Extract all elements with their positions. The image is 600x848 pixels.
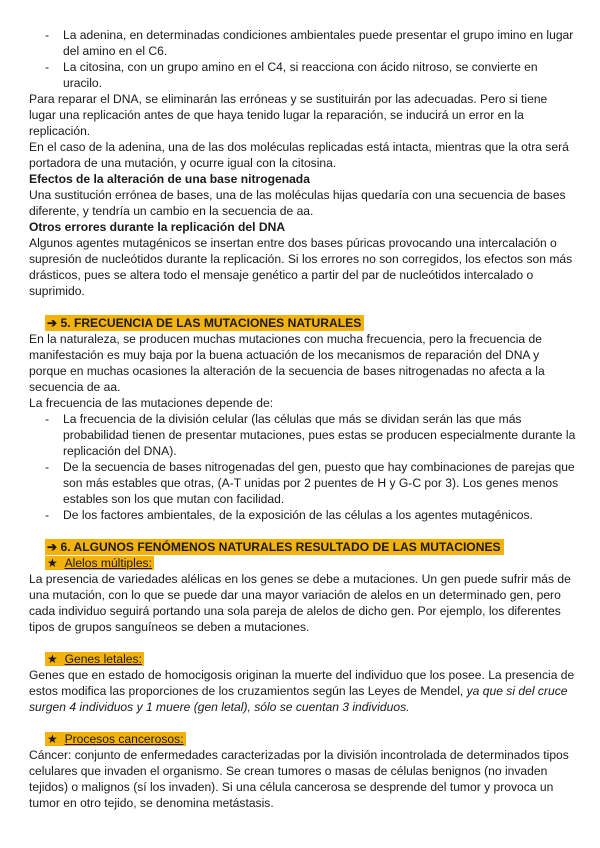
letales-title: Genes letales: — [64, 652, 142, 666]
bullet-list-frecuencia — [29, 411, 577, 523]
star-icon: ★ — [47, 652, 58, 666]
paragraph-reparar: Para reparar el DNA, se eliminarán las erróneas y se sustituirán por las adecuadas. Pero si tiene lugar una replicación antes de que haya tenido lugar la reparación, se inducirá un error en la replicación. — [29, 92, 548, 138]
cancer-title: Procesos cancerosos: — [64, 732, 184, 746]
subheading-genes-letales — [29, 651, 577, 667]
bullet-list-bases — [29, 27, 577, 91]
list-item: - De la secuencia de bases nitrogenadas del gen, puesto que hay combinaciones de parejas que son más estables que otras, (A-T unidas por 2 puentes de H y G-C por 3). Los genes menos estables son los que mutan con facilidad. — [29, 459, 577, 507]
list-item: - De los factores ambientales, de la exposición de las células a los agentes mutagénicos. — [29, 507, 577, 523]
subheading-alelos — [29, 555, 577, 571]
paragraph-frecuencia: En la naturaleza, se producen muchas mutaciones con mucha frecuencia, pero la frecuencia de manifestación es muy baja por la buena actuación de los mecanismos de reparación del DNA y porque en muchas ocasiones la alteración de la secuencia de bases nitrogenadas no afecta a la secuencia de aa. — [29, 332, 545, 394]
star-icon: ★ — [47, 732, 58, 746]
subheading-procesos-cancerosos — [29, 731, 577, 747]
alelos-title: Alelos múltiples: — [64, 556, 152, 570]
paragraph-genes-letales — [29, 667, 577, 715]
list-item: - La citosina, con un grupo amino en el C4, si reacciona con ácido nitroso, se convierte en uracilo. — [29, 59, 577, 91]
letales-italic-text: ya que si del cruce surgen 4 individuos y 1 muere (gen letal), sólo se cuentan 3 individuos. — [29, 684, 568, 714]
star-icon: ★ — [47, 556, 58, 570]
document-page — [29, 27, 577, 811]
subheading-efectos: Efectos de la alteración de una base nitrogenada — [29, 172, 310, 186]
subheading-otros-errores: Otros errores durante la replicación del DNA — [29, 220, 286, 234]
paragraph-alelos: La presencia de variedades alélicas en los genes se debe a mutaciones. Un gen puede sufrir más de una mutación, con lo que se puede dar una mayor variación de alelos en un determinado gen, pero cada individuo seguirá portando una sola pareja de alelos de dicho gen. Por ejemplo, los diferentes tipos de grupos sanguíneos se deben a mutaciones. — [29, 572, 571, 634]
paragraph-adenina: En el caso de la adenina, una de las dos moléculas replicadas está intacta, mientras que la otra será portadora de una mutación, y ocurre igual con la citosina. — [29, 140, 569, 170]
letales-text: Genes que en estado de homocigosis originan la muerte del individuo que los posee. La presencia de estos modifica las proporciones de los cruzamientos según las Leyes de Mendel, — [29, 668, 575, 698]
paragraph-otros-errores: Algunos agentes mutagénicos se insertan entre dos bases púricas provocando una intercalación o supresión de nucleótidos durante la replicación. Si los errores no son corregidos, los efectos son más drásticos, pues se altera todo el mensaje genético a partir del par de nucleótidos intercalado o suprimido. — [29, 236, 573, 298]
list-item: - La adenina, en determinadas condiciones ambientales puede presentar el grupo imino en lugar del amino en el C6. — [29, 27, 577, 59]
list-item: - La frecuencia de la división celular (las células que más se dividan serán las que más probabilidad tienen de presentar mutaciones, pues estas se producen especialmente durante la replicación del DNA). — [29, 411, 577, 459]
paragraph-cancer: Cáncer: conjunto de enfermedades caracterizadas por la división incontrolada de determinados tipos celulares que invaden el organismo. Se crean tumores o masas de células benignos (no invaden tejidos) o malignos (sí los invaden). Si una célula cancerosa se desprende del tumor y provoca un tumor en otro tejido, se denomina metástasis. — [29, 748, 569, 810]
section-heading-5: ➔ 5. FRECUENCIA DE LAS MUTACIONES NATURALES — [45, 315, 364, 331]
paragraph-efectos: Una sustitución errónea de bases, una de las moléculas hijas quedaría con una secuencia de bases diferente, y tendría un cambio en la secuencia de aa. — [29, 188, 566, 218]
section-heading-6: ➔ 6. ALGUNOS FENÓMENOS NATURALES RESULTADO DE LAS MUTACIONES — [45, 539, 504, 555]
paragraph-frecuencia-intro: La frecuencia de las mutaciones depende de: — [29, 396, 274, 410]
